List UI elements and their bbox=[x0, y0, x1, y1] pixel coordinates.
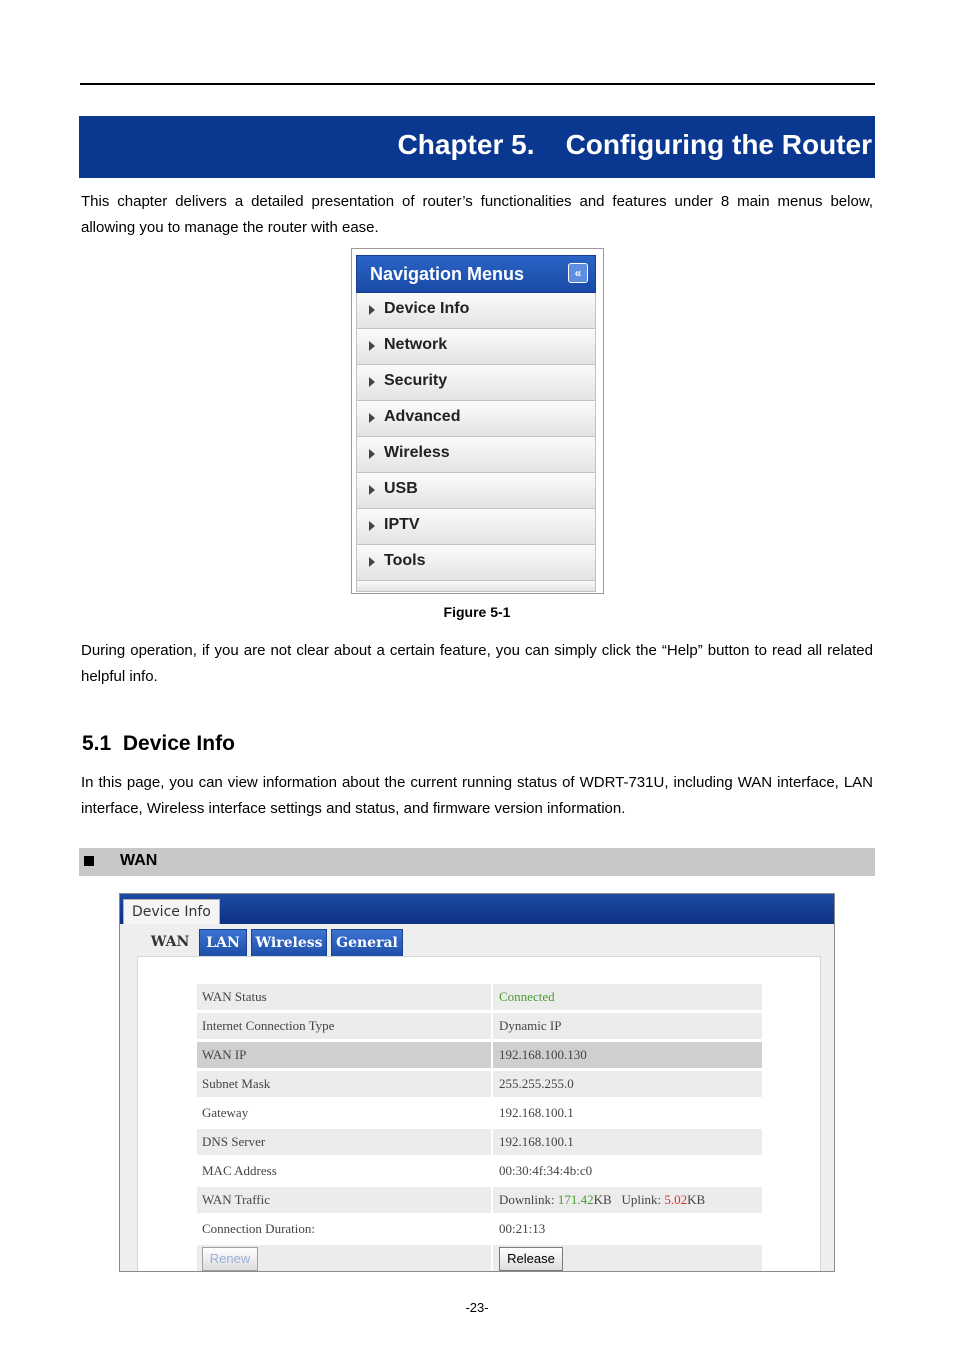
chapter-banner bbox=[79, 116, 875, 178]
wan-traffic-value bbox=[499, 1192, 705, 1208]
chapter-title: Chapter 5. Configuring the Router bbox=[397, 129, 872, 160]
header-rule bbox=[80, 83, 875, 85]
arrow-right-icon bbox=[369, 449, 375, 459]
row-value: 192.168.100.130 bbox=[499, 1047, 587, 1062]
figure-caption: Figure 5-1 bbox=[443, 604, 511, 620]
section-paragraph: In this page, you can view information about the current running status of WDRT-731U, including WAN interface, LAN interface, Wireless interface settings and status, and firmware version information. bbox=[81, 774, 873, 817]
row-value: 192.168.100.1 bbox=[499, 1105, 574, 1120]
nav-item-label: IPTV bbox=[384, 516, 420, 533]
table-row bbox=[197, 1129, 762, 1155]
wan-status-value: Connected bbox=[499, 989, 555, 1004]
table-row bbox=[197, 1100, 762, 1126]
row-label: Gateway bbox=[202, 1105, 249, 1120]
downlink-unit: KB bbox=[593, 1192, 612, 1207]
square-bullet-icon bbox=[84, 856, 94, 866]
window-topbar bbox=[120, 894, 834, 924]
help-paragraph: During operation, if you are not clear about a certain feature, you can simply click the “Help” button to read all related helpful info. bbox=[81, 642, 873, 685]
wan-panel bbox=[137, 956, 821, 1272]
subsection-bar bbox=[79, 848, 875, 876]
downlink-label: Downlink: bbox=[499, 1192, 555, 1207]
arrow-right-icon bbox=[369, 485, 375, 495]
nav-item-label: Advanced bbox=[384, 408, 461, 425]
nav-item-label: Device Info bbox=[384, 300, 470, 317]
table-row bbox=[197, 1042, 762, 1068]
row-value: 192.168.100.1 bbox=[499, 1134, 574, 1149]
nav-item-wireless[interactable] bbox=[356, 437, 596, 473]
arrow-right-icon bbox=[369, 341, 375, 351]
page-number: -23- bbox=[465, 1300, 489, 1315]
content-area bbox=[120, 924, 834, 1271]
table-row bbox=[197, 1158, 762, 1184]
nav-item-partial bbox=[356, 581, 596, 592]
subsection-title: WAN bbox=[120, 852, 158, 869]
uplink-label: Uplink: bbox=[621, 1192, 662, 1207]
tab-wan[interactable]: WAN bbox=[150, 934, 190, 950]
row-label: WAN Traffic bbox=[202, 1192, 271, 1207]
table-row bbox=[197, 1245, 762, 1271]
row-label: Subnet Mask bbox=[202, 1076, 271, 1091]
row-label: WAN Status bbox=[202, 989, 267, 1004]
nav-item-label: Security bbox=[384, 372, 448, 389]
wan-screenshot bbox=[119, 893, 835, 1272]
table-row bbox=[197, 1216, 762, 1242]
row-value: 00:30:4f:34:4b:c0 bbox=[499, 1163, 593, 1178]
nav-item-label: USB bbox=[384, 480, 418, 497]
table-row bbox=[197, 984, 762, 1010]
row-label: Internet Connection Type bbox=[202, 1018, 335, 1033]
arrow-right-icon bbox=[369, 305, 375, 315]
release-button[interactable]: Release bbox=[499, 1247, 563, 1271]
arrow-right-icon bbox=[369, 521, 375, 531]
section-heading: 5.1 Device Info bbox=[82, 732, 235, 755]
table-row bbox=[197, 1187, 762, 1213]
row-label: DNS Server bbox=[202, 1134, 266, 1149]
arrow-right-icon bbox=[369, 413, 375, 423]
row-label: WAN IP bbox=[202, 1047, 247, 1062]
row-label: MAC Address bbox=[202, 1163, 277, 1178]
device-info-tab[interactable]: Device Info bbox=[123, 899, 220, 925]
arrow-right-icon bbox=[369, 377, 375, 387]
row-value: 255.255.255.0 bbox=[499, 1076, 574, 1091]
nav-item-advanced[interactable] bbox=[356, 401, 596, 437]
nav-header bbox=[356, 255, 596, 293]
arrow-right-icon bbox=[369, 557, 375, 567]
row-label: Connection Duration: bbox=[202, 1221, 316, 1236]
renew-button[interactable]: Renew bbox=[202, 1247, 258, 1271]
row-value: 00:21:13 bbox=[499, 1221, 546, 1236]
row-value: Dynamic IP bbox=[499, 1018, 562, 1033]
navigation-menu-figure bbox=[351, 248, 604, 594]
collapse-icon[interactable]: « bbox=[568, 263, 588, 283]
nav-item-label: Tools bbox=[384, 552, 426, 569]
downlink-value: 171.42 bbox=[557, 1192, 594, 1207]
tab-lan[interactable]: LAN bbox=[199, 929, 247, 957]
table-row bbox=[197, 1013, 762, 1039]
nav-item-usb[interactable] bbox=[356, 473, 596, 509]
uplink-value: 5.02 bbox=[664, 1192, 688, 1207]
nav-item-network[interactable] bbox=[356, 329, 596, 365]
intro-paragraph: This chapter delivers a detailed presentation of router’s functionalities and features under 8 main menus below, allowing you to manage the router with ease. bbox=[81, 193, 873, 236]
table-row bbox=[197, 1071, 762, 1097]
uplink-unit: KB bbox=[687, 1192, 706, 1207]
nav-header-title: Navigation Menus bbox=[370, 264, 525, 284]
nav-item-label: Wireless bbox=[384, 444, 450, 461]
nav-item-label: Network bbox=[384, 336, 448, 353]
nav-item-device-info[interactable] bbox=[356, 293, 596, 329]
nav-item-tools[interactable] bbox=[356, 545, 596, 581]
tab-general[interactable]: General bbox=[331, 929, 403, 957]
nav-item-iptv[interactable] bbox=[356, 509, 596, 545]
tab-wireless[interactable]: Wireless bbox=[251, 929, 327, 957]
nav-item-security[interactable] bbox=[356, 365, 596, 401]
